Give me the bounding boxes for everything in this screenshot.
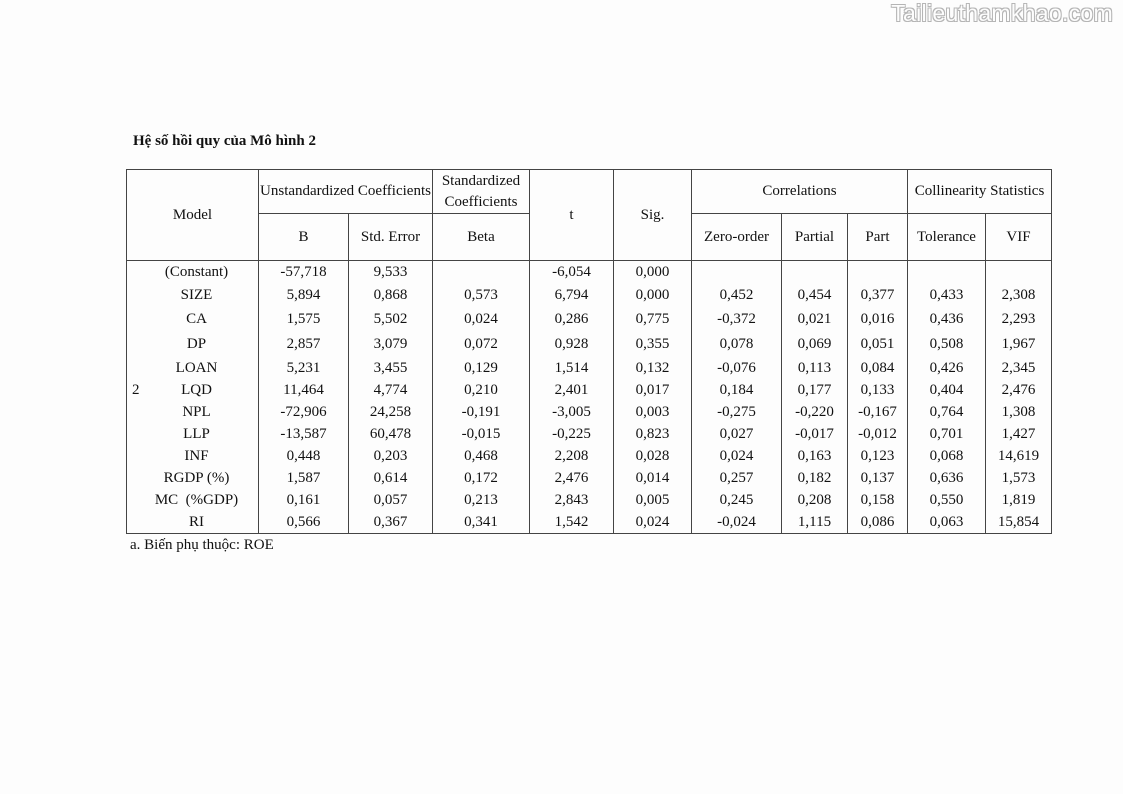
cell-se: 60,478 [349,424,433,446]
table-row [127,468,1052,490]
cell-beta: -0,191 [433,402,530,424]
header-part: Part [848,214,908,261]
cell-partial: 0,163 [782,446,848,468]
cell-t: 1,514 [530,357,614,380]
cell-beta: 0,072 [433,332,530,357]
cell-part: -0,167 [848,402,908,424]
header-standardized: Standardized Coefficients [433,170,530,214]
cell-se: 5,502 [349,307,433,332]
cell-beta: 0,210 [433,380,530,402]
cell-t: 0,928 [530,332,614,357]
cell-se: 24,258 [349,402,433,424]
header-correlations: Correlations [692,170,908,214]
cell-partial: 0,454 [782,284,848,307]
cell-partial: 0,113 [782,357,848,380]
cell-sig: 0,132 [614,357,692,380]
cell-se: 9,533 [349,261,433,284]
table-caption: Hệ số hồi quy của Mô hình 2 [133,133,316,149]
cell-t: 6,794 [530,284,614,307]
cell-partial [782,261,848,284]
cell-tol: 0,426 [908,357,986,380]
header-sig: Sig. [614,170,692,261]
cell-part: 0,158 [848,490,908,512]
header-unstandardized: Unstandardized Coefficients [259,170,433,214]
cell-vif: 1,427 [986,424,1052,446]
cell-t: 1,542 [530,512,614,534]
cell-vif: 1,819 [986,490,1052,512]
cell-b: 2,857 [259,332,349,357]
cell-vif: 2,293 [986,307,1052,332]
table-row [127,424,1052,446]
cell-partial: 1,115 [782,512,848,534]
cell-beta: 0,468 [433,446,530,468]
cell-vif: 2,308 [986,284,1052,307]
cell-zero: 0,184 [692,380,782,402]
cell-part: -0,012 [848,424,908,446]
cell-t: 2,843 [530,490,614,512]
cell-sig: 0,003 [614,402,692,424]
cell-tol: 0,063 [908,512,986,534]
cell-sig: 0,775 [614,307,692,332]
header-std-error: Std. Error [349,214,433,261]
cell-zero: -0,275 [692,402,782,424]
cell-zero: 0,257 [692,468,782,490]
cell-vif: 1,573 [986,468,1052,490]
cell-se: 0,367 [349,512,433,534]
table-row [127,261,1052,284]
cell-sig: 0,014 [614,468,692,490]
cell-zero: 0,024 [692,446,782,468]
cell-vif: 1,967 [986,332,1052,357]
cell-b: -57,718 [259,261,349,284]
cell-zero: -0,372 [692,307,782,332]
header-partial: Partial [782,214,848,261]
cell-zero: 0,027 [692,424,782,446]
cell-b: 1,575 [259,307,349,332]
cell-sig: 0,355 [614,332,692,357]
table-row [127,284,1052,307]
cell-partial: 0,021 [782,307,848,332]
footnote: a. Biến phụ thuộc: ROE [130,537,274,553]
table-row [127,490,1052,512]
cell-sig: 0,005 [614,490,692,512]
cell-se: 0,614 [349,468,433,490]
cell-t: -0,225 [530,424,614,446]
cell-sig: 0,823 [614,424,692,446]
cell-tol [908,261,986,284]
table-row [127,332,1052,357]
model-number: 2 [132,381,140,398]
cell-b: 1,587 [259,468,349,490]
cell-vif: 2,476 [986,380,1052,402]
cell-tol: 0,433 [908,284,986,307]
cell-tol: 0,404 [908,380,986,402]
cell-beta [433,261,530,284]
cell-part: 0,377 [848,284,908,307]
cell-t: 2,401 [530,380,614,402]
variable-name-cell: NPL [127,402,259,424]
cell-b: 11,464 [259,380,349,402]
cell-vif [986,261,1052,284]
header-vif: VIF [986,214,1052,261]
variable-name-cell: INF [127,446,259,468]
cell-beta: 0,024 [433,307,530,332]
cell-tol: 0,550 [908,490,986,512]
cell-b: 0,566 [259,512,349,534]
cell-partial: -0,220 [782,402,848,424]
variable-name-cell: LOAN [127,357,259,380]
cell-part: 0,084 [848,357,908,380]
cell-partial: 0,069 [782,332,848,357]
cell-zero: -0,024 [692,512,782,534]
cell-sig: 0,000 [614,261,692,284]
cell-t: 2,476 [530,468,614,490]
cell-vif: 14,619 [986,446,1052,468]
table-row [127,446,1052,468]
cell-beta: 0,129 [433,357,530,380]
cell-se: 3,079 [349,332,433,357]
cell-b: 5,231 [259,357,349,380]
variable-name-cell: LQD 2 [127,380,259,402]
table-row [127,307,1052,332]
cell-sig: 0,000 [614,284,692,307]
cell-zero: 0,078 [692,332,782,357]
cell-part: 0,137 [848,468,908,490]
header-collinearity: Collinearity Statistics [908,170,1052,214]
variable-name-cell: DP [127,332,259,357]
cell-sig: 0,017 [614,380,692,402]
cell-beta: 0,573 [433,284,530,307]
cell-t: -6,054 [530,261,614,284]
cell-b: 0,448 [259,446,349,468]
header-b: B [259,214,349,261]
cell-beta: 0,172 [433,468,530,490]
cell-part: 0,133 [848,380,908,402]
variable-name-cell: RI [127,512,259,534]
cell-se: 4,774 [349,380,433,402]
variable-name-cell: SIZE [127,284,259,307]
header-t: t [530,170,614,261]
cell-partial: -0,017 [782,424,848,446]
cell-part [848,261,908,284]
header-model: Model [127,170,259,261]
cell-tol: 0,636 [908,468,986,490]
variable-name-cell: LLP [127,424,259,446]
table-row [127,380,1052,402]
cell-vif: 15,854 [986,512,1052,534]
cell-beta: -0,015 [433,424,530,446]
cell-partial: 0,177 [782,380,848,402]
table-body [127,261,1052,534]
cell-tol: 0,508 [908,332,986,357]
cell-beta: 0,213 [433,490,530,512]
cell-tol: 0,436 [908,307,986,332]
cell-se: 3,455 [349,357,433,380]
header-tolerance: Tolerance [908,214,986,261]
cell-t: -3,005 [530,402,614,424]
variable-name-cell: (Constant) [127,261,259,284]
cell-se: 0,868 [349,284,433,307]
cell-part: 0,086 [848,512,908,534]
cell-zero: 0,452 [692,284,782,307]
cell-se: 0,057 [349,490,433,512]
cell-part: 0,016 [848,307,908,332]
cell-partial: 0,208 [782,490,848,512]
watermark: Tailieuthamkhao.com [891,0,1113,26]
cell-partial: 0,182 [782,468,848,490]
cell-sig: 0,024 [614,512,692,534]
cell-zero [692,261,782,284]
cell-beta: 0,341 [433,512,530,534]
cell-b: 0,161 [259,490,349,512]
header-zero-order: Zero-order [692,214,782,261]
table-row [127,402,1052,424]
header-beta: Beta [433,214,530,261]
variable-name-cell: RGDP (%) [127,468,259,490]
cell-zero: 0,245 [692,490,782,512]
coefficients-table [126,169,1052,534]
cell-b: -13,587 [259,424,349,446]
table-row [127,512,1052,534]
cell-tol: 0,701 [908,424,986,446]
table-row [127,357,1052,380]
cell-se: 0,203 [349,446,433,468]
cell-t: 2,208 [530,446,614,468]
cell-part: 0,051 [848,332,908,357]
cell-zero: -0,076 [692,357,782,380]
cell-tol: 0,068 [908,446,986,468]
variable-name-cell: CA [127,307,259,332]
cell-part: 0,123 [848,446,908,468]
cell-tol: 0,764 [908,402,986,424]
cell-sig: 0,028 [614,446,692,468]
cell-b: 5,894 [259,284,349,307]
cell-vif: 2,345 [986,357,1052,380]
variable-name-cell: MC (%GDP) [127,490,259,512]
cell-t: 0,286 [530,307,614,332]
cell-vif: 1,308 [986,402,1052,424]
cell-b: -72,906 [259,402,349,424]
